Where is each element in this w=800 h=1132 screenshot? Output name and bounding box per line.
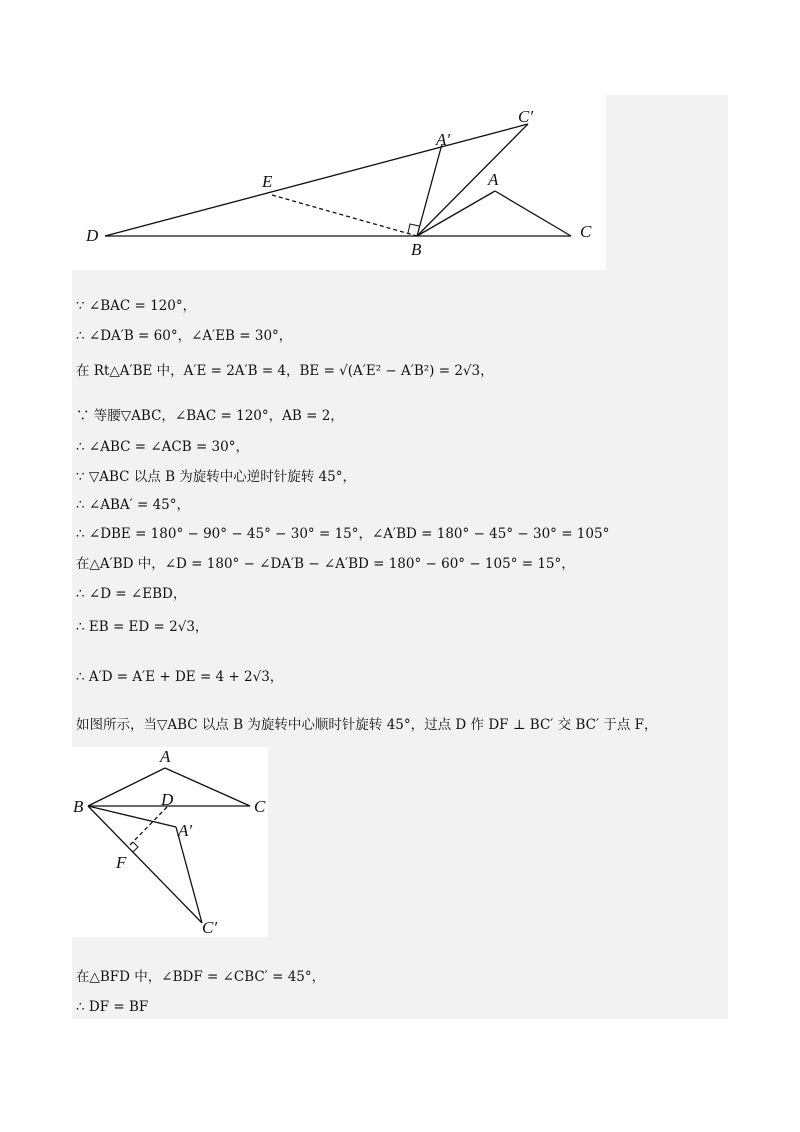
line-AC bbox=[495, 191, 571, 236]
label-B: B bbox=[73, 797, 84, 816]
label-D: D bbox=[161, 790, 174, 809]
text-line-14: 在△BFD 中，∠BDF = ∠CBC′ = 45°， bbox=[76, 969, 326, 985]
label-C: C bbox=[254, 797, 266, 816]
line-EB-dashed bbox=[272, 195, 417, 236]
figure-1-svg bbox=[72, 95, 606, 270]
label-B: B bbox=[411, 240, 422, 259]
text-line-5: ∴ ∠ABC = ∠ACB = 30°， bbox=[76, 439, 249, 455]
figure-2 bbox=[72, 747, 268, 937]
label-A: A bbox=[488, 170, 499, 189]
label-F: F bbox=[116, 853, 127, 872]
text-line-10: ∴ ∠D = ∠EBD， bbox=[76, 586, 187, 602]
line-A-prime-C-prime bbox=[176, 827, 202, 923]
label-D: D bbox=[86, 226, 99, 245]
line-DF-dashed bbox=[128, 807, 167, 847]
text-line-1: ∵ ∠BAC = 120°， bbox=[76, 298, 197, 314]
line-BA bbox=[417, 191, 495, 236]
line-AC bbox=[165, 768, 250, 806]
label-E: E bbox=[262, 172, 273, 191]
text-line-12: ∴ A′D = A′E + DE = 4 + 2√3， bbox=[76, 669, 284, 685]
text-line-15: ∴ DF = BF bbox=[76, 999, 149, 1015]
label-A-prime: A′ bbox=[436, 130, 451, 149]
text-line-4: ∵ 等腰▽ABC，∠BAC = 120°，AB = 2， bbox=[76, 408, 344, 424]
line-BC-prime bbox=[417, 124, 528, 236]
text-line-7: ∴ ∠ABA′ = 45°， bbox=[76, 497, 190, 513]
line-BA bbox=[88, 768, 165, 806]
text-line-6: ∵ ▽ABC 以点 B 为旋转中心逆时针旋转 45°， bbox=[76, 469, 357, 485]
text-line-13: 如图所示，当▽ABC 以点 B 为旋转中心顺时针旋转 45°，过点 D 作 DF ⊥ BC′ 交 BC′ 于点 F， bbox=[76, 717, 658, 733]
label-C: C bbox=[580, 222, 592, 241]
right-angle-mark bbox=[133, 842, 138, 852]
line-DC-prime bbox=[105, 124, 528, 236]
line-BA-prime bbox=[417, 144, 442, 236]
text-line-8: ∴ ∠DBE = 180° − 90° − 45° − 30° = 15°，∠A′BD = 180° − 45° − 30° = 105° bbox=[76, 526, 610, 542]
figure-1 bbox=[72, 95, 606, 270]
label-A-prime: A′ bbox=[178, 821, 193, 840]
text-line-11: ∴ EB = ED = 2√3， bbox=[76, 619, 209, 635]
label-C-prime: C′ bbox=[202, 918, 218, 937]
text-line-2: ∴ ∠DA′B = 60°，∠A′EB = 30°， bbox=[76, 328, 293, 344]
label-C-prime: C′ bbox=[518, 107, 534, 126]
text-line-3: 在 Rt△A′BE 中，A′E = 2A′B = 4，BE = √(A′E² − A′B²) = 2√3， bbox=[76, 363, 494, 379]
right-angle-mark bbox=[408, 224, 419, 233]
figure-2-svg bbox=[72, 747, 268, 937]
label-A: A bbox=[160, 747, 171, 766]
text-line-9: 在△A′BD 中，∠D = 180° − ∠DA′B − ∠A′BD = 180° − 60° − 105° = 15°， bbox=[76, 556, 575, 572]
line-BA-prime bbox=[88, 806, 176, 827]
